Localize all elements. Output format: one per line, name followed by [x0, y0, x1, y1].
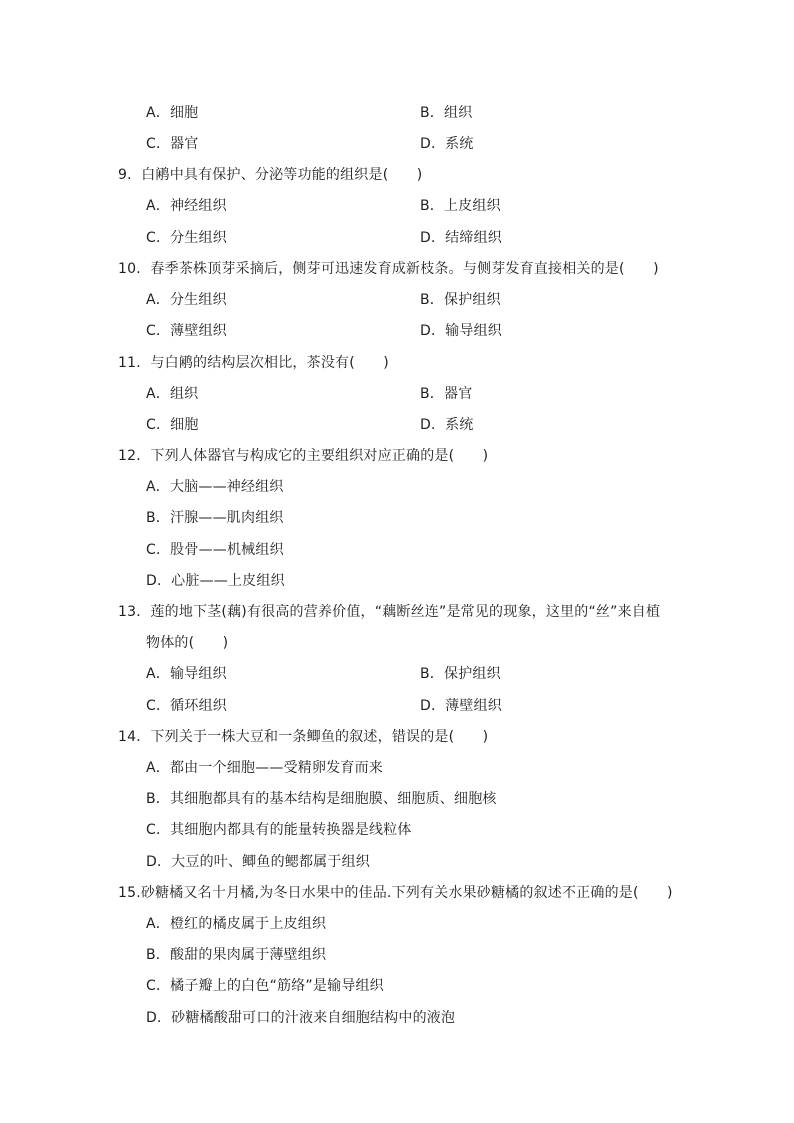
- q14-stem: 14．下列关于一株大豆和一条鲫鱼的叙述，错误的是( ): [118, 729, 489, 745]
- q12-option-c: C．股骨——机械组织: [146, 542, 284, 558]
- q15-option-d: D．砂糖橘酸甜可口的汁液来自细胞结构中的液泡: [146, 1010, 456, 1026]
- q13-stem: 13．莲的地下茎(藕)有很高的营养价值，“藕断丝连”是常见的现象，这里的“丝”来自植: [118, 604, 661, 620]
- q15-option-a: A．橙红的橘皮属于上皮组织: [146, 916, 327, 932]
- q9-stem: 9．白鹇中具有保护、分泌等功能的组织是( ): [118, 167, 423, 183]
- q14-option-b: B．其细胞都具有的基本结构是细胞膜、细胞质、细胞核: [146, 791, 497, 807]
- q13-stem-continued: 物体的( ): [146, 635, 229, 651]
- q10-stem: 10．春季茶株顶芽采摘后，侧芽可迅速发育成新枝条。与侧芽发育直接相关的是( ): [118, 261, 659, 277]
- q12-option-a: A．大脑——神经组织: [146, 479, 284, 495]
- q14-option-d: D．大豆的叶、鲫鱼的鳃都属于组织: [146, 854, 370, 870]
- q9-option-a: A．神经组织: [146, 198, 227, 214]
- q8-option-b: B．组织: [420, 105, 473, 121]
- q15-option-b: B．酸甜的果肉属于薄壁组织: [146, 947, 327, 963]
- q14-option-a: A．都由一个细胞——受精卵发育而来: [146, 760, 383, 776]
- q11-option-c: C．细胞: [146, 417, 199, 433]
- q13-option-a: A．输导组织: [146, 666, 227, 682]
- q11-option-b: B．器官: [420, 386, 473, 402]
- q11-option-a: A．组织: [146, 386, 199, 402]
- q10-option-d: D．输导组织: [420, 323, 502, 339]
- q10-option-a: A．分生组织: [146, 292, 227, 308]
- q15-option-c: C．橘子瓣上的白色“筋络”是输导组织: [146, 978, 384, 994]
- q9-option-b: B．上皮组织: [420, 198, 501, 214]
- q8-option-d: D．系统: [420, 136, 474, 152]
- q13-option-b: B．保护组织: [420, 666, 501, 682]
- q15-stem: 15.砂糖橘又名十月橘,为冬日水果中的佳品.下列有关水果砂糖橘的叙述不正确的是( ): [118, 885, 673, 901]
- q9-option-d: D．结缔组织: [420, 230, 502, 246]
- q8-option-c: C．器官: [146, 136, 199, 152]
- q10-option-b: B．保护组织: [420, 292, 501, 308]
- q13-option-c: C．循环组织: [146, 698, 227, 714]
- q12-option-b: B．汗腺——肌肉组织: [146, 510, 284, 526]
- q13-option-d: D．薄壁组织: [420, 698, 502, 714]
- q12-stem: 12．下列人体器官与构成它的主要组织对应正确的是( ): [118, 448, 489, 464]
- q12-option-d: D．心脏——上皮组织: [146, 573, 285, 589]
- q14-option-c: C．其细胞内都具有的能量转换器是线粒体: [146, 822, 412, 838]
- q8-option-a: A．细胞: [146, 105, 199, 121]
- q9-option-c: C．分生组织: [146, 230, 227, 246]
- q11-stem: 11．与白鹇的结构层次相比，茶没有( ): [118, 355, 389, 371]
- q11-option-d: D．系统: [420, 417, 474, 433]
- q10-option-c: C．薄壁组织: [146, 323, 227, 339]
